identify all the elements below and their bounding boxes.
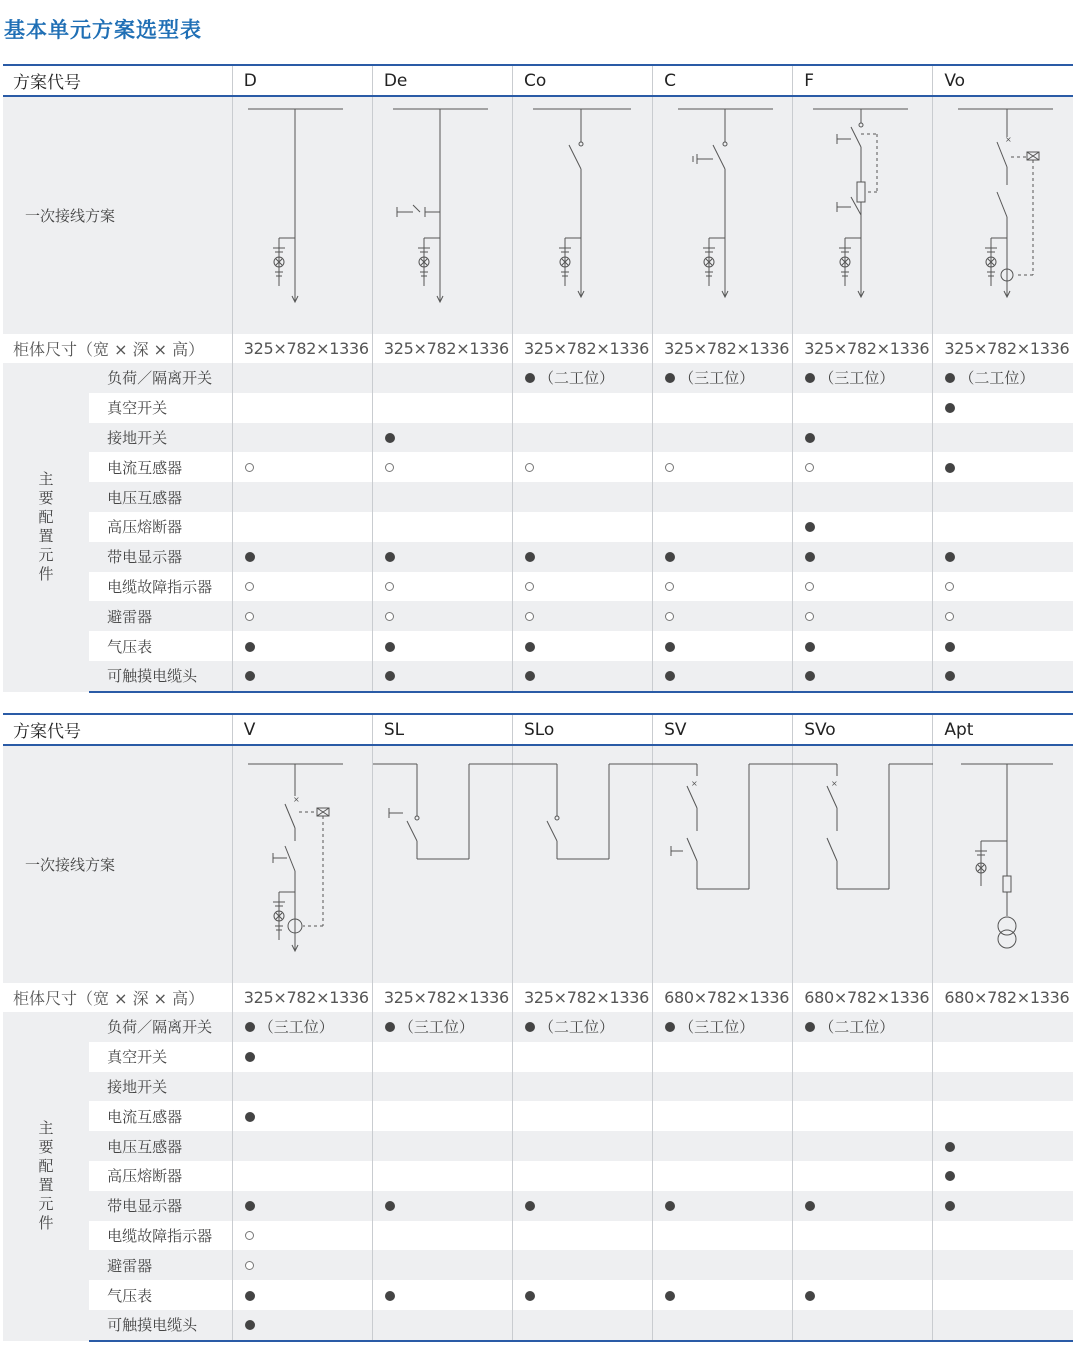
svg-text:×: × <box>691 779 698 788</box>
filled-dot-icon <box>805 1291 815 1301</box>
diagram-svo <box>793 746 933 983</box>
filled-dot-icon <box>385 433 395 443</box>
filled-dot-icon <box>945 671 955 681</box>
position-note: （三工位） <box>819 369 895 388</box>
component-cell <box>653 452 793 482</box>
component-cell <box>232 1072 372 1102</box>
component-label: 避雷器 <box>89 601 232 631</box>
component-cell <box>232 572 372 602</box>
component-cell <box>512 393 652 423</box>
component-cell <box>512 1161 652 1191</box>
component-cell <box>372 423 512 453</box>
component-cell <box>232 1221 372 1251</box>
hollow-circle-icon <box>805 463 814 472</box>
component-cell <box>933 1221 1073 1251</box>
component-cell <box>232 1191 372 1221</box>
hollow-circle-icon <box>525 463 534 472</box>
component-cell <box>653 1250 793 1280</box>
position-note: （三工位） <box>398 1018 474 1037</box>
component-cell <box>232 631 372 661</box>
wiring-diagram-cell <box>512 96 652 334</box>
component-label: 气压表 <box>107 1286 153 1305</box>
group-label: 主要配置元件 <box>38 470 54 584</box>
cabinet-size: 325×782×1336 <box>372 334 512 363</box>
selection-table-2 <box>3 713 1073 1342</box>
filled-dot-icon <box>945 1171 955 1181</box>
component-cell <box>933 1250 1073 1280</box>
position-note: （二工位） <box>538 1018 614 1037</box>
filled-dot-icon <box>525 642 535 652</box>
component-cell <box>372 1012 512 1042</box>
size-label: 柜体尺寸（宽 × 深 × 高） <box>3 983 232 1012</box>
component-cell <box>653 423 793 453</box>
component-cell <box>232 1310 372 1341</box>
component-cell <box>653 1072 793 1102</box>
filled-dot-icon <box>665 671 675 681</box>
hollow-circle-icon <box>245 1231 254 1240</box>
filled-dot-icon <box>805 373 815 383</box>
diagram-co <box>513 97 653 334</box>
filled-dot-icon <box>245 1291 255 1301</box>
hollow-circle-icon <box>525 612 534 621</box>
component-cell <box>793 542 933 572</box>
component-cell <box>933 1161 1073 1191</box>
hollow-circle-icon <box>945 582 954 591</box>
component-cell <box>372 1072 512 1102</box>
component-cell <box>512 631 652 661</box>
scheme-code-de: De <box>372 65 512 96</box>
component-label: 电压互感器 <box>89 482 232 512</box>
svg-text:×: × <box>292 795 300 804</box>
filled-dot-icon <box>665 373 675 383</box>
component-cell <box>933 512 1073 542</box>
component-cell <box>933 542 1073 572</box>
page-title: 基本单元方案选型表 <box>4 18 202 42</box>
filled-dot-icon <box>945 1142 955 1152</box>
component-cell <box>653 482 793 512</box>
component-cell <box>793 1131 933 1161</box>
scheme-code-label: 方案代号 <box>3 714 232 745</box>
component-cell <box>793 1221 933 1251</box>
component-label: 可触摸电缆头 <box>89 1310 232 1341</box>
diagram-v <box>233 746 373 983</box>
component-label: 电流互感器 <box>107 1107 183 1126</box>
component-cell <box>512 1072 652 1102</box>
hollow-circle-icon <box>245 463 254 472</box>
component-label: 可触摸电缆头 <box>89 661 232 692</box>
component-cell <box>793 363 933 393</box>
svg-text:×: × <box>831 779 838 788</box>
component-cell <box>372 482 512 512</box>
filled-dot-icon <box>245 1052 255 1062</box>
filled-dot-icon <box>805 642 815 652</box>
component-cell <box>232 452 372 482</box>
diagram-sv <box>653 746 793 983</box>
component-cell <box>933 631 1073 661</box>
component-cell <box>512 1101 652 1131</box>
component-cell <box>512 1310 652 1341</box>
position-note: （三工位） <box>679 1018 755 1037</box>
component-cell <box>372 1161 512 1191</box>
component-cell <box>793 1042 933 1072</box>
filled-dot-icon <box>245 1112 255 1122</box>
filled-dot-icon <box>525 1291 535 1301</box>
component-cell <box>512 1191 652 1221</box>
filled-dot-icon <box>805 671 815 681</box>
diagram-apt <box>933 746 1073 983</box>
component-label: 真空开关 <box>107 399 168 418</box>
filled-dot-icon <box>805 1201 815 1211</box>
wiring-diagram-cell <box>232 745 372 983</box>
component-cell <box>653 1191 793 1221</box>
scheme-code-co: Co <box>512 65 652 96</box>
filled-dot-icon <box>525 552 535 562</box>
filled-dot-icon <box>665 642 675 652</box>
component-cell <box>933 1191 1073 1221</box>
component-cell <box>793 1250 933 1280</box>
cabinet-size: 680×782×1336 <box>653 983 793 1012</box>
component-cell <box>232 1012 372 1042</box>
scheme-code-d: D <box>232 65 372 96</box>
filled-dot-icon <box>805 552 815 562</box>
cabinet-size: 325×782×1336 <box>232 334 372 363</box>
component-cell <box>372 1221 512 1251</box>
component-cell <box>512 1221 652 1251</box>
cabinet-size: 325×782×1336 <box>653 334 793 363</box>
component-label: 电缆故障指示器 <box>107 1226 213 1245</box>
cabinet-size: 325×782×1336 <box>933 334 1073 363</box>
component-cell <box>793 452 933 482</box>
component-cell <box>933 423 1073 453</box>
component-label: 接地开关 <box>89 1072 232 1102</box>
component-cell <box>653 363 793 393</box>
scheme-code-sv: SV <box>653 714 793 745</box>
component-label: 电流互感器 <box>107 458 183 477</box>
filled-dot-icon <box>245 671 255 681</box>
component-label: 真空开关 <box>107 1048 168 1067</box>
wiring-diagram-cell <box>653 745 793 983</box>
component-cell <box>653 1101 793 1131</box>
component-cell <box>793 601 933 631</box>
filled-dot-icon <box>245 642 255 652</box>
position-note: （三工位） <box>679 369 755 388</box>
component-cell <box>933 482 1073 512</box>
component-cell <box>653 542 793 572</box>
cabinet-size: 680×782×1336 <box>933 983 1073 1012</box>
component-cell <box>232 423 372 453</box>
filled-dot-icon <box>525 671 535 681</box>
component-cell <box>372 393 512 423</box>
component-cell <box>653 661 793 692</box>
scheme-code-v: V <box>232 714 372 745</box>
filled-dot-icon <box>945 552 955 562</box>
component-cell <box>933 1012 1073 1042</box>
group-label-cell <box>3 363 89 692</box>
component-cell <box>232 542 372 572</box>
position-note: （二工位） <box>538 369 614 388</box>
component-cell <box>793 1191 933 1221</box>
component-cell <box>653 1221 793 1251</box>
diagram-c <box>653 97 793 334</box>
component-cell <box>512 1280 652 1310</box>
hollow-circle-icon <box>525 582 534 591</box>
component-cell <box>512 1131 652 1161</box>
component-cell <box>372 661 512 692</box>
component-cell <box>933 572 1073 602</box>
scheme-code-c: C <box>653 65 793 96</box>
cabinet-size: 325×782×1336 <box>793 334 933 363</box>
component-cell <box>793 1280 933 1310</box>
component-cell <box>232 482 372 512</box>
component-cell <box>232 1280 372 1310</box>
filled-dot-icon <box>945 642 955 652</box>
component-cell <box>512 601 652 631</box>
component-label: 电缆故障指示器 <box>107 577 213 596</box>
component-cell <box>232 393 372 423</box>
component-cell <box>653 393 793 423</box>
component-cell <box>793 393 933 423</box>
filled-dot-icon <box>245 1201 255 1211</box>
component-label: 高压熔断器 <box>107 518 183 537</box>
scheme-code-f: F <box>793 65 933 96</box>
position-note: （二工位） <box>819 1018 895 1037</box>
component-cell <box>372 512 512 542</box>
component-label: 接地开关 <box>89 423 232 453</box>
component-cell <box>372 1250 512 1280</box>
component-label: 负荷／隔离开关 <box>89 363 232 393</box>
wiring-label: 一次接线方案 <box>3 96 232 334</box>
scheme-code-slo: SLo <box>512 714 652 745</box>
diagram-slo <box>513 746 653 983</box>
component-cell <box>232 363 372 393</box>
component-cell <box>512 363 652 393</box>
component-cell <box>793 512 933 542</box>
hollow-circle-icon <box>805 582 814 591</box>
component-cell <box>512 1250 652 1280</box>
component-cell <box>512 452 652 482</box>
hollow-circle-icon <box>385 582 394 591</box>
filled-dot-icon <box>665 552 675 562</box>
component-cell <box>232 601 372 631</box>
wiring-diagram-cell <box>793 745 933 983</box>
component-cell <box>512 542 652 572</box>
hollow-circle-icon <box>665 463 674 472</box>
hollow-circle-icon <box>385 463 394 472</box>
component-cell <box>512 482 652 512</box>
component-label: 带电显示器 <box>89 542 232 572</box>
wiring-label: 一次接线方案 <box>3 745 232 983</box>
component-cell <box>933 1280 1073 1310</box>
component-label: 气压表 <box>107 637 153 656</box>
component-cell <box>372 1042 512 1072</box>
diagram-de <box>373 97 513 334</box>
component-cell <box>232 661 372 692</box>
component-cell <box>372 1191 512 1221</box>
component-cell <box>653 512 793 542</box>
wiring-diagram-cell <box>372 745 512 983</box>
filled-dot-icon <box>385 552 395 562</box>
component-cell <box>793 1072 933 1102</box>
filled-dot-icon <box>385 1291 395 1301</box>
filled-dot-icon <box>525 1201 535 1211</box>
filled-dot-icon <box>665 1291 675 1301</box>
filled-dot-icon <box>245 552 255 562</box>
component-label: 负荷／隔离开关 <box>89 1012 232 1042</box>
component-label: 避雷器 <box>89 1250 232 1280</box>
hollow-circle-icon <box>945 612 954 621</box>
scheme-code-sl: SL <box>372 714 512 745</box>
component-cell <box>372 363 512 393</box>
filled-dot-icon <box>805 1022 815 1032</box>
group-label: 主要配置元件 <box>38 1119 54 1233</box>
cabinet-size: 325×782×1336 <box>372 983 512 1012</box>
component-cell <box>512 423 652 453</box>
component-cell <box>512 1042 652 1072</box>
component-cell <box>793 482 933 512</box>
filled-dot-icon <box>525 373 535 383</box>
svg-text:×: × <box>1005 135 1013 144</box>
component-cell <box>512 661 652 692</box>
group-label-cell <box>3 1012 89 1341</box>
wiring-diagram-cell <box>793 96 933 334</box>
scheme-code-svo: SVo <box>793 714 933 745</box>
wiring-diagram-cell <box>512 745 652 983</box>
component-cell <box>372 631 512 661</box>
component-cell <box>372 1280 512 1310</box>
component-cell <box>512 572 652 602</box>
component-cell <box>653 631 793 661</box>
filled-dot-icon <box>245 1320 255 1330</box>
position-note: （二工位） <box>959 369 1035 388</box>
component-cell <box>512 512 652 542</box>
component-cell <box>232 1161 372 1191</box>
component-cell <box>512 1012 652 1042</box>
size-label: 柜体尺寸（宽 × 深 × 高） <box>3 334 232 363</box>
diagram-f <box>793 97 933 334</box>
cabinet-size: 680×782×1336 <box>793 983 933 1012</box>
hollow-circle-icon <box>245 1261 254 1270</box>
component-cell <box>232 512 372 542</box>
filled-dot-icon <box>385 1201 395 1211</box>
component-cell <box>372 1101 512 1131</box>
selection-table-1 <box>3 64 1073 693</box>
diagram-vo <box>933 97 1073 334</box>
component-cell <box>933 363 1073 393</box>
position-note: （三工位） <box>258 1018 334 1037</box>
component-cell <box>933 1310 1073 1341</box>
cabinet-size: 325×782×1336 <box>512 334 652 363</box>
hollow-circle-icon <box>665 612 674 621</box>
component-cell <box>933 1042 1073 1072</box>
component-cell <box>933 1101 1073 1131</box>
filled-dot-icon <box>665 1022 675 1032</box>
filled-dot-icon <box>945 373 955 383</box>
diagram-d <box>233 97 373 334</box>
component-cell <box>372 601 512 631</box>
component-cell <box>372 542 512 572</box>
component-cell <box>653 1280 793 1310</box>
filled-dot-icon <box>385 1022 395 1032</box>
wiring-diagram-cell <box>232 96 372 334</box>
component-cell <box>793 1101 933 1131</box>
component-cell <box>793 1161 933 1191</box>
hollow-circle-icon <box>665 582 674 591</box>
component-cell <box>933 452 1073 482</box>
cabinet-size: 325×782×1336 <box>232 983 372 1012</box>
wiring-diagram-cell <box>653 96 793 334</box>
wiring-diagram-cell <box>372 96 512 334</box>
filled-dot-icon <box>525 1022 535 1032</box>
filled-dot-icon <box>805 433 815 443</box>
component-cell <box>653 1012 793 1042</box>
component-cell <box>653 1161 793 1191</box>
diagram-sl <box>373 746 513 983</box>
component-cell <box>793 1310 933 1341</box>
component-cell <box>372 452 512 482</box>
component-cell <box>653 1131 793 1161</box>
filled-dot-icon <box>385 671 395 681</box>
component-label: 电压互感器 <box>89 1131 232 1161</box>
component-cell <box>933 601 1073 631</box>
component-cell <box>232 1042 372 1072</box>
component-cell <box>793 423 933 453</box>
filled-dot-icon <box>385 642 395 652</box>
scheme-code-label: 方案代号 <box>3 65 232 96</box>
filled-dot-icon <box>805 522 815 532</box>
filled-dot-icon <box>665 1201 675 1211</box>
scheme-code-apt: Apt <box>933 714 1073 745</box>
component-label: 高压熔断器 <box>107 1167 183 1186</box>
wiring-diagram-cell <box>933 745 1073 983</box>
cabinet-size: 325×782×1336 <box>512 983 652 1012</box>
filled-dot-icon <box>945 1201 955 1211</box>
component-cell <box>933 661 1073 692</box>
hollow-circle-icon <box>385 612 394 621</box>
hollow-circle-icon <box>805 612 814 621</box>
component-cell <box>793 661 933 692</box>
component-cell <box>933 1072 1073 1102</box>
scheme-code-vo: Vo <box>933 65 1073 96</box>
component-cell <box>653 1310 793 1341</box>
component-cell <box>793 572 933 602</box>
filled-dot-icon <box>945 463 955 473</box>
component-cell <box>372 1131 512 1161</box>
component-label: 带电显示器 <box>89 1191 232 1221</box>
component-cell <box>653 601 793 631</box>
component-cell <box>933 1131 1073 1161</box>
component-cell <box>372 572 512 602</box>
filled-dot-icon <box>945 403 955 413</box>
component-cell <box>232 1250 372 1280</box>
wiring-diagram-cell <box>933 96 1073 334</box>
component-cell <box>372 1310 512 1341</box>
component-cell <box>793 1012 933 1042</box>
hollow-circle-icon <box>245 612 254 621</box>
component-cell <box>933 393 1073 423</box>
hollow-circle-icon <box>245 582 254 591</box>
component-cell <box>653 1042 793 1072</box>
component-cell <box>232 1131 372 1161</box>
component-cell <box>232 1101 372 1131</box>
filled-dot-icon <box>245 1022 255 1032</box>
component-cell <box>653 572 793 602</box>
component-cell <box>793 631 933 661</box>
